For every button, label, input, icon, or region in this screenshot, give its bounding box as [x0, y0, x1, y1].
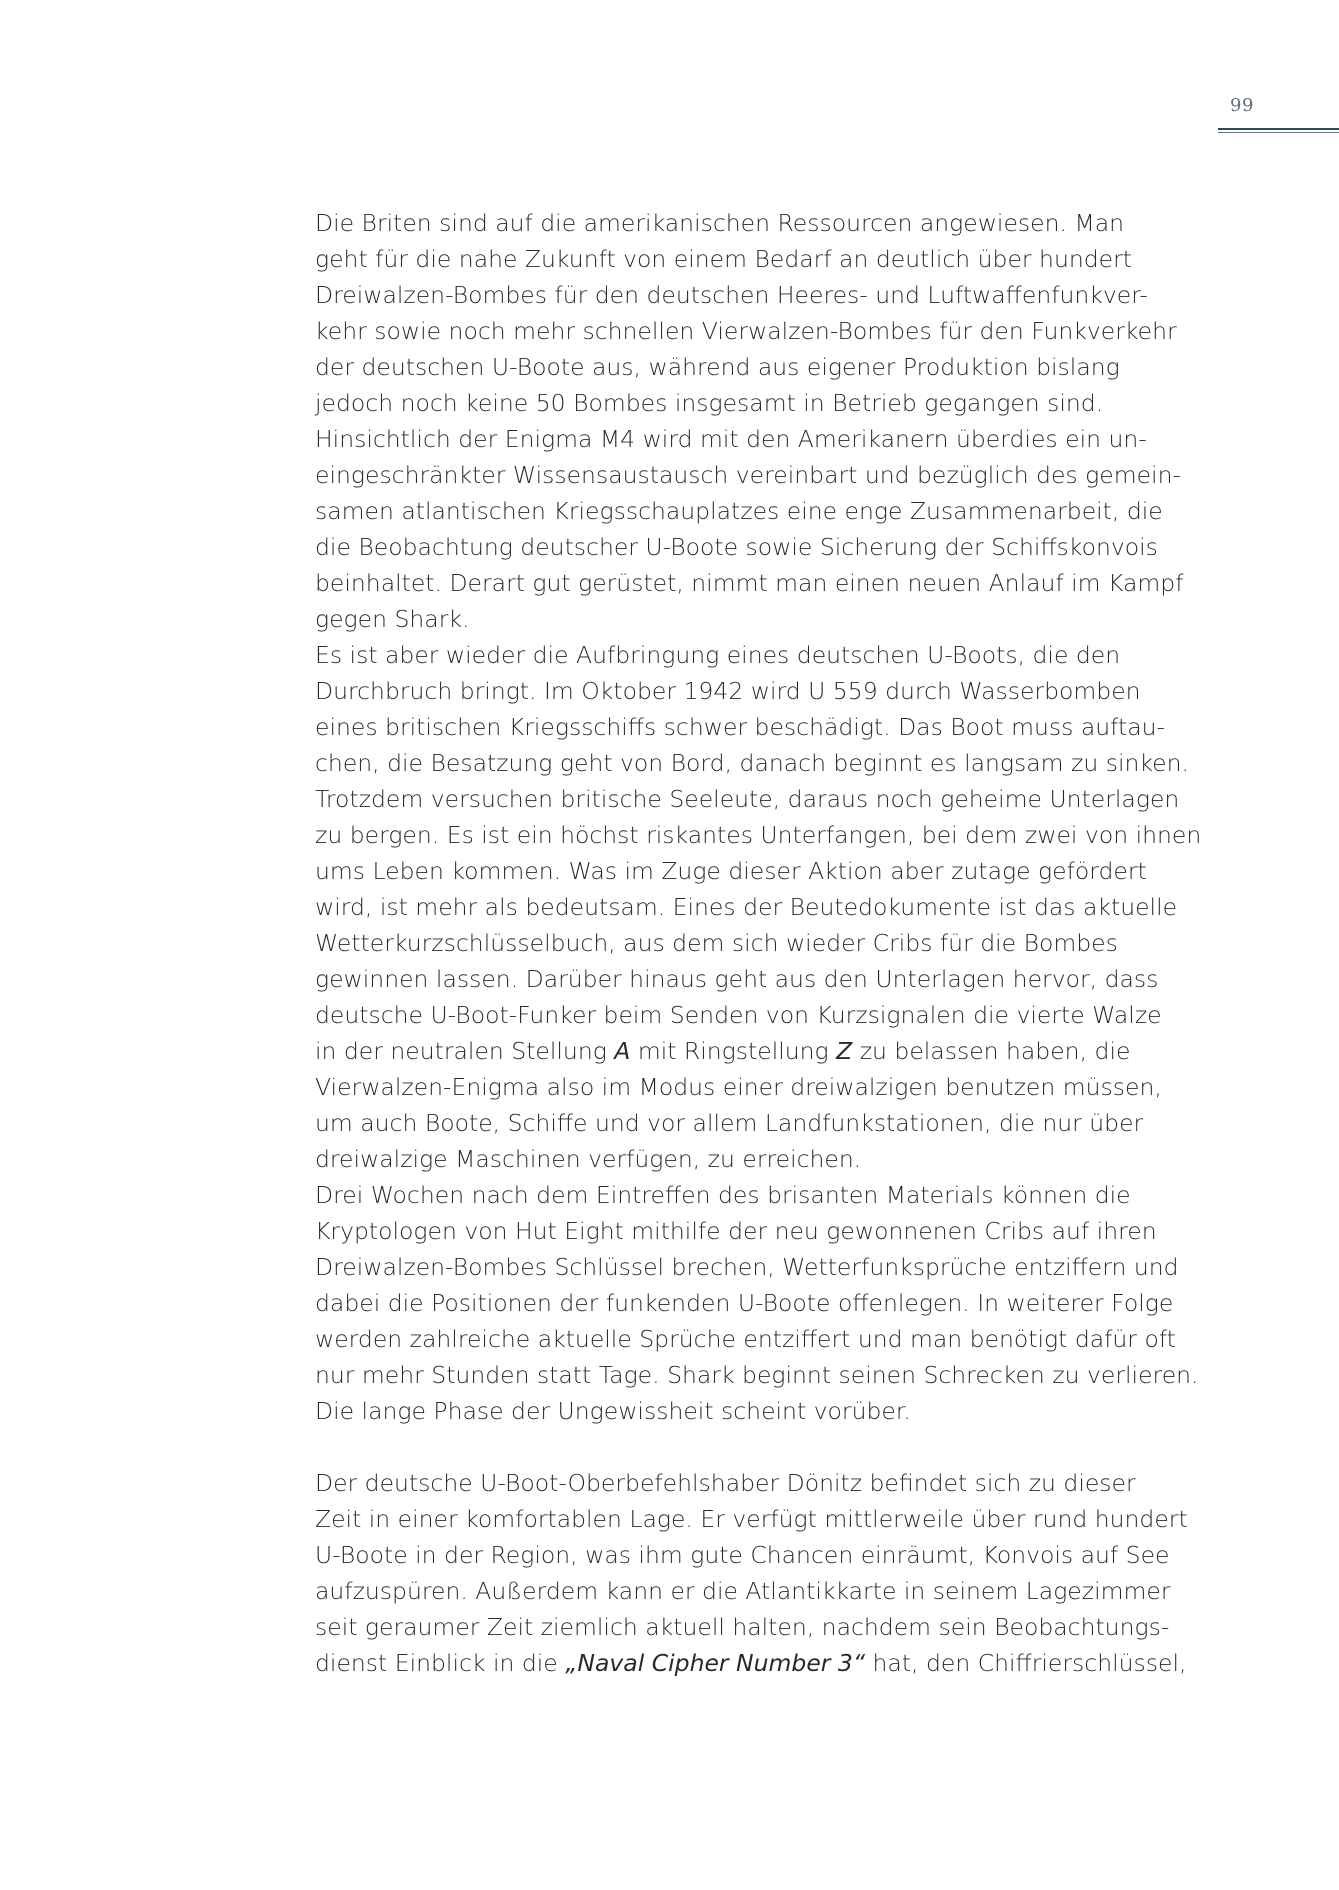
- text-run: hat, den Chiffrierschlüssel,: [865, 1649, 1187, 1677]
- text-line: der deutschen U-Boote aus, während aus eigener Produktion bislang: [315, 353, 1120, 381]
- text-line: chen, die Besatzung geht von Bord, danach beginnt es langsam zu sinken.: [315, 749, 1189, 777]
- italic-letter-z: Z: [836, 1037, 853, 1065]
- header-rule-thin: [1218, 132, 1339, 133]
- paragraph-spacer: [315, 1429, 1205, 1465]
- text-line: eingeschränkter Wissensaustausch vereinbart und bezüglich des gemein-: [315, 461, 1181, 489]
- text-line: Zeit in einer komfortablen Lage. Er verfügt mittlerweile über rund hundert: [315, 1505, 1188, 1533]
- text-line: ums Leben kommen. Was im Zuge dieser Aktion aber zutage gefördert: [315, 857, 1147, 885]
- text-line: Durchbruch bringt. Im Oktober 1942 wird U 559 durch Wasserbomben: [315, 677, 1141, 705]
- text-line: Kryptologen von Hut Eight mithilfe der neu gewonnenen Cribs auf ihren: [315, 1217, 1157, 1245]
- text-run: mit Ringstellung: [630, 1037, 837, 1065]
- text-line: Vierwalzen-Enigma also im Modus einer dreiwalzigen benutzen müssen,: [315, 1073, 1162, 1101]
- text-line: gewinnen lassen. Darüber hinaus geht aus den Unterlagen hervor, dass: [315, 965, 1159, 993]
- text-line: jedoch noch keine 50 Bombes insgesamt in Betrieb gegangen sind.: [315, 389, 1104, 417]
- text-line: nur mehr Stunden statt Tage. Shark beginnt seinen Schrecken zu verlieren.: [315, 1361, 1199, 1389]
- text-line: Hinsichtlich der Enigma M4 wird mit den Amerikanern überdies ein un-: [315, 425, 1147, 453]
- text-line: Dreiwalzen-Bombes Schlüssel brechen, Wetterfunksprüche entziffern und: [315, 1253, 1179, 1281]
- paragraph-1: [315, 205, 1205, 637]
- text-line: eines britischen Kriegsschiffs schwer beschädigt. Das Boot muss auftau-: [315, 713, 1166, 741]
- text-run: zu belassen haben, die: [852, 1037, 1131, 1065]
- text-line: Wetterkurzschlüsselbuch, aus dem sich wieder Cribs für die Bombes: [315, 929, 1118, 957]
- italic-title: „Naval Cipher Number 3“: [565, 1649, 866, 1677]
- paragraph-4: [315, 1465, 1205, 1681]
- text-line-with-italics: [315, 1033, 1205, 1069]
- paragraph-2: [315, 637, 1205, 1177]
- header-rule: [1218, 128, 1339, 130]
- text-line: werden zahlreiche aktuelle Sprüche entziffert und man benötigt dafür oft: [315, 1325, 1176, 1353]
- text-line: Drei Wochen nach dem Eintreffen des brisanten Materials können die: [315, 1181, 1131, 1209]
- text-line: dreiwalzige Maschinen verfügen, zu erreichen.: [315, 1145, 862, 1173]
- text-line: seit geraumer Zeit ziemlich aktuell halten, nachdem sein Beobachtungs-: [315, 1613, 1170, 1641]
- text-line: um auch Boote, Schiffe und vor allem Landfunkstationen, die nur über: [315, 1109, 1144, 1137]
- text-line: samen atlantischen Kriegsschauplatzes eine enge Zusammenarbeit, die: [315, 497, 1163, 525]
- text-line: geht für die nahe Zukunft von einem Bedarf an deutlich über hundert: [315, 245, 1132, 273]
- text-line: Es ist aber wieder die Aufbringung eines deutschen U-Boots, die den: [315, 641, 1121, 669]
- text-line: zu bergen. Es ist ein höchst riskantes Unterfangen, bei dem zwei von ihnen: [315, 821, 1202, 849]
- text-line: wird, ist mehr als bedeutsam. Eines der Beutedokumente ist das aktuelle: [315, 893, 1178, 921]
- text-line: Der deutsche U-Boot-Oberbefehlshaber Dönitz befindet sich zu dieser: [315, 1469, 1136, 1497]
- body-text: [315, 205, 1205, 1681]
- text-line: gegen Shark.: [315, 605, 470, 633]
- text-line: Die lange Phase der Ungewissheit scheint vorüber.: [315, 1397, 911, 1425]
- italic-letter-a: A: [614, 1037, 631, 1065]
- page-number: 99: [1230, 95, 1254, 116]
- text-line: kehr sowie noch mehr schnellen Vierwalzen-Bombes für den Funkverkehr: [315, 317, 1177, 345]
- text-run: in der neutralen Stellung: [315, 1037, 615, 1065]
- text-line: Dreiwalzen-Bombes für den deutschen Heeres- und Luftwaffenfunkver-: [315, 281, 1148, 309]
- text-line: dabei die Positionen der funkenden U-Boote offenlegen. In weiterer Folge: [315, 1289, 1174, 1317]
- text-line: U-Boote in der Region, was ihm gute Chancen einräumt, Konvois auf See: [315, 1541, 1170, 1569]
- text-line: Trotzdem versuchen britische Seeleute, daraus noch geheime Unterlagen: [315, 785, 1180, 813]
- text-line: aufzuspüren. Außerdem kann er die Atlantikkarte in seinem Lagezimmer: [315, 1577, 1171, 1605]
- text-line: deutsche U-Boot-Funker beim Senden von Kurzsignalen die vierte Walze: [315, 1001, 1162, 1029]
- text-line: Die Briten sind auf die amerikanischen Ressourcen angewiesen. Man: [315, 209, 1125, 237]
- paragraph-3: [315, 1177, 1205, 1429]
- text-run: dienst Einblick in die: [315, 1649, 566, 1677]
- text-line: beinhaltet. Derart gut gerüstet, nimmt man einen neuen Anlauf im Kampf: [315, 569, 1184, 597]
- text-line-with-italics: [315, 1645, 1205, 1681]
- text-line: die Beobachtung deutscher U-Boote sowie Sicherung der Schiffskonvois: [315, 533, 1158, 561]
